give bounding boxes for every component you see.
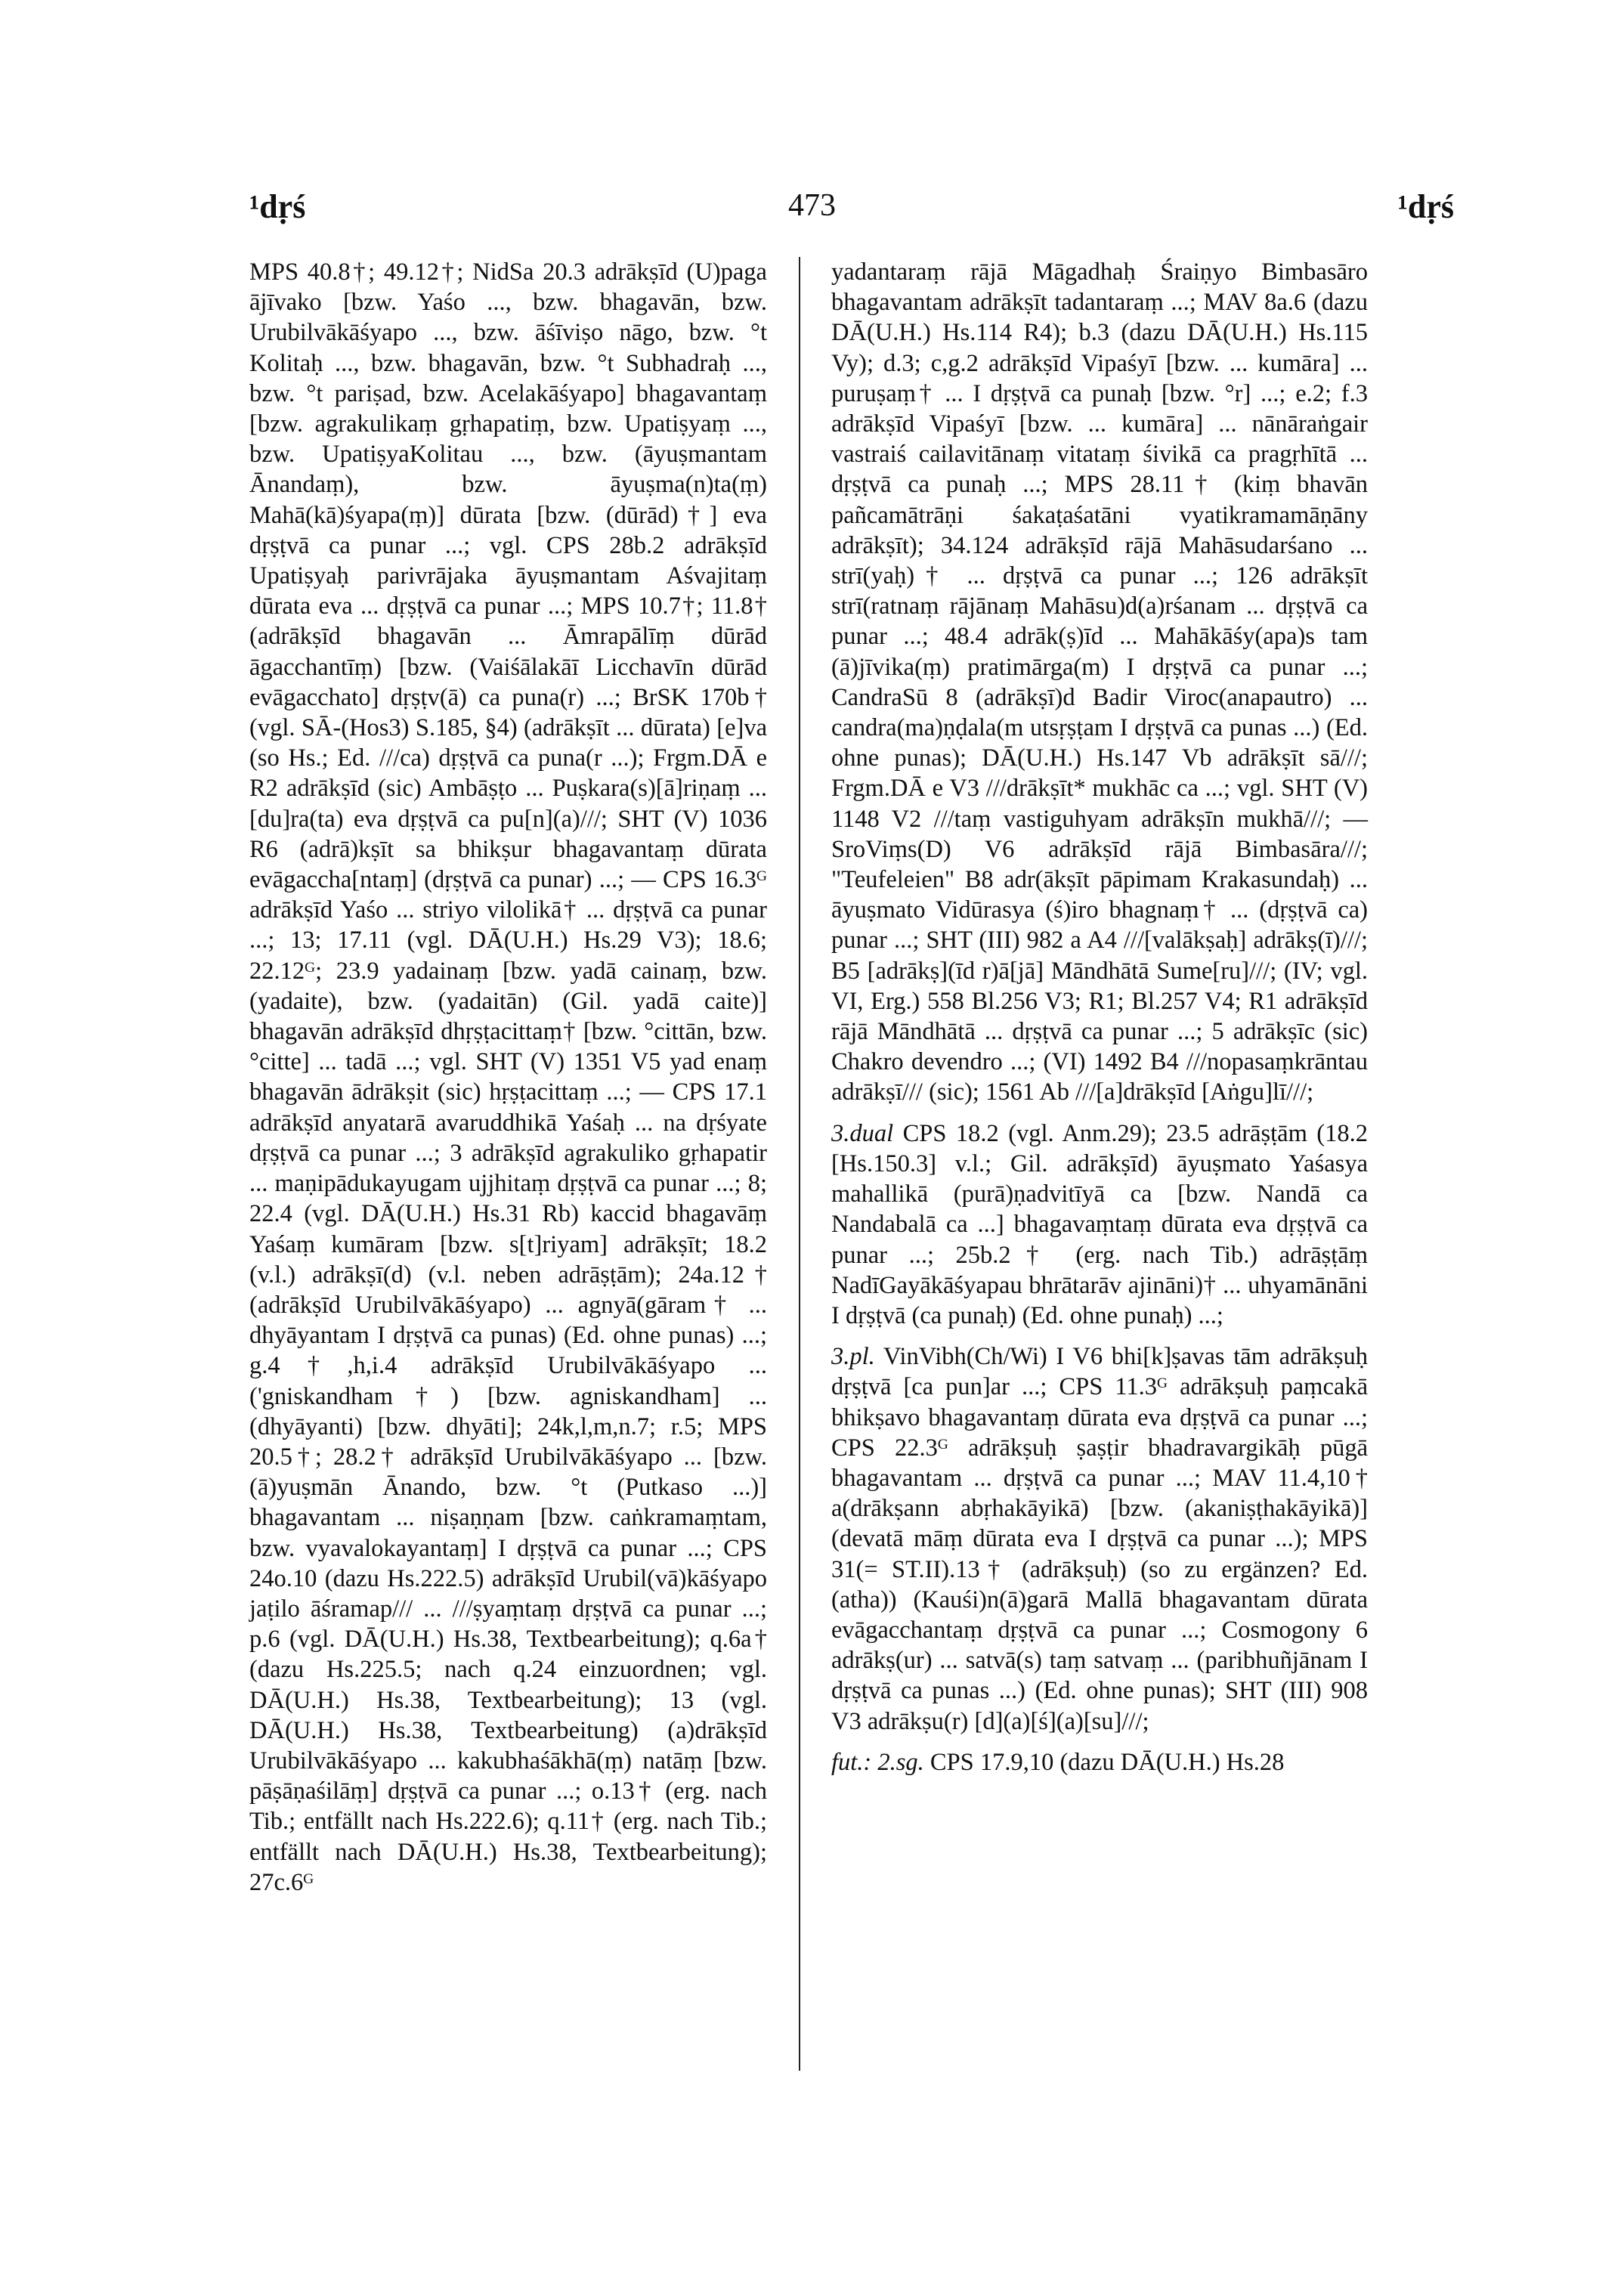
right-column-dual-entry (831, 1118, 1368, 1331)
future-label: fut.: 2.sg. (831, 1748, 924, 1776)
plural-label: 3.pl. (831, 1343, 875, 1371)
right-running-headword: ¹dṛś (1397, 188, 1454, 225)
left-running-headword: ¹dṛś (249, 188, 306, 225)
page-number: 473 (788, 188, 836, 223)
future-entry-text: CPS 17.9,10 (dazu DĀ(U.H.) Hs.28 (930, 1748, 1285, 1776)
right-column-plural-entry (831, 1341, 1368, 1737)
left-column (249, 257, 767, 1908)
right-column (831, 257, 1368, 1788)
right-column-future-entry (831, 1747, 1368, 1777)
left-column-text: MPS 40.8†; 49.12†; NidSa 20.3 adrākṣīd (U)paga ājīvako [bzw. Yaśo ..., bzw. bhagavān, bzw. Urubilvākāśyapo ..., bzw. āśīviṣo nāgo, bzw. °t Kolitaḥ ..., bzw. bhagavān, bzw. °t Subhadraḥ ..., bzw. °t pariṣad, bzw. Acelakāśyapo] bhagavantaṃ [bzw. agrakulikaṃ gṛhapatiṃ, bzw. Upatiṣyaṃ ..., bzw. UpatiṣyaKolitau ..., bzw. (āyuṣmantam Ānandaṃ), bzw. āyuṣma(n)ta(ṃ) Mahā(kā)śyapa(ṃ)] dūrata [bzw. (dūrād)†] eva dṛṣṭvā ca punar ...; vgl. CPS 28b.2 adrākṣīd Upatiṣyaḥ parivrājaka āyuṣmantam Aśvajitaṃ dūrata eva ... dṛṣṭvā ca punar ...; MPS 10.7†; 11.8† (adrākṣīd bhagavān ... Āmrapālīṃ dūrād āgacchantīṃ) [bzw. (Vaiśālakāī Licchavīn dūrād evāgacchato] dṛṣṭv(ā) ca puna(r) ...; BrSK 170b† (vgl. SĀ-(Hos3) S.185, §4) (adrākṣīt ... dūrata) [e]va (so Hs.; Ed. ///ca) dṛṣṭvā ca puna(r ...); Frgm.DĀ e R2 adrākṣīd (sic) Ambāṣṭo ... Puṣkara(s)[ā]riṇaṃ ... [du]ra(ta) eva dṛṣṭvā ca pu[n](a)///; SHT (V) 1036 R6 (adrā)kṣīt sa bhikṣur bhagavantaṃ dūrata evāgaccha[ntaṃ] (dṛṣṭvā ca punar) ...; — CPS 16.3ᴳ adrākṣīd Yaśo ... striyo vilolikā† ... dṛṣṭvā ca punar ...; 13; 17.11 (vgl. DĀ(U.H.) Hs.29 V3); 18.6; 22.12ᴳ; 23.9 yadainaṃ [bzw. yadā cainaṃ, bzw. (yadaite), bzw. (yadaitān) (Gil. yadā caite)] bhagavān adrākṣīd dhṛṣṭacittaṃ† [bzw. °cittān, bzw. °citte] ... tadā ...; vgl. SHT (V) 1351 V5 yad enaṃ bhagavān ādrākṣit (sic) hṛṣṭacittaṃ ...; — CPS 17.1 adrākṣīd anyatarā avaruddhikā Yaśaḥ ... na dṛśyate dṛṣṭvā ca punar ...; 3 adrākṣīd agrakuliko gṛhapatir ... maṇipādukayugam ujjhitaṃ dṛṣṭvā ca punar ...; 8; 22.4 (vgl. DĀ(U.H.) Hs.31 Rb) kaccid bhagavāṃ Yaśaṃ kumāram [bzw. s[t]riyam] adrākṣīt; 18.2 (v.l.) adrākṣī(d) (v.l. neben adrāṣṭām); 24a.12† (adrākṣīd Urubilvākāśyapo) ... agnyā(gāram† ... dhyāyantam I dṛṣṭvā ca punas) (Ed. ohne punas) ...; g.4†,h,i.4 adrākṣīd Urubilvākāśyapo ... ('gniskandham†) [bzw. agniskandham] ... (dhyāyanti) [bzw. dhyāti]; 24k,l,m,n.7; r.5; MPS 20.5†; 28.2† adrākṣīd Urubilvākāśyapo ... [bzw. (ā)yuṣmān Ānando, bzw. °t (Putkaso ...)] bhagavantam ... niṣaṇṇam [bzw. caṅkramaṃtam, bzw. vyavalokayantaṃ] I dṛṣṭvā ca punar ...; CPS 24o.10 (dazu Hs.222.5) adrākṣīd Urubil(vā)kāśyapo jaṭilo āśramap/// ... ///ṣyaṃtaṃ dṛṣṭvā ca punar ...; p.6 (vgl. DĀ(U.H.) Hs.38, Textbearbeitung); q.6a† (dazu Hs.225.5; nach q.24 einzuordnen; vgl. DĀ(U.H.) Hs.38, Textbearbeitung); 13 (vgl. DĀ(U.H.) Hs.38, Textbearbeitung) (a)drākṣīd Urubilvākāśyapo ... kakubhaśākhā(ṃ) natāṃ [bzw. pāṣāṇaśilāṃ] dṛṣṭvā ca punar ...; o.13† (erg. nach Tib.; entfällt nach Hs.222.6); q.11† (erg. nach Tib.; entfällt nach DĀ(U.H.) Hs.38, Textbearbeitung); 27c.6ᴳ (249, 258, 767, 1896)
dual-entry-text: CPS 18.2 (vgl. Anm.29); 23.5 adrāṣṭām (18.2 [Hs.150.3] v.l.; Gil. adrākṣīd) āyuṣmato Yaśasya mahallikā (purā)ṇadvitīyā ca [bzw. Nandā ca Nandabalā ca ...] bhagavaṃtaṃ dūrata eva dṛṣṭvā ca punar ...; 25b.2† (erg. nach Tib.) adrāṣṭāṃ NadīGayākāśyapau bhrātarāv ajināni)† ... uhyamānāni I dṛṣṭvā (ca punaḥ) (Ed. ohne punaḥ) ...; (831, 1119, 1369, 1329)
plural-entry-text: VinVibh(Ch/Wi) I V6 bhi[k]ṣavas tām adrākṣuḥ dṛṣṭvā [ca pun]ar ...; CPS 11.3ᴳ adrākṣuḥ paṃcakā bhikṣavo bhagavantaṃ dūrata eva dṛṣṭvā ca punar ...; CPS 22.3ᴳ adrākṣuḥ ṣaṣṭir bhadravargikāḥ pūgā bhagavantam ... dṛṣṭvā ca punar ...; MAV 11.4,10† a(drākṣann abṛhakāyikā) [bzw. (akaniṣṭhakāyikā)] (devatā māṃ dūrata eva I dṛṣṭvā ca punar ...); MPS 31(= ST.II).13† (adrākṣuḥ) (so zu ergänzen? Ed. (atha)) (Kauśi)n(ā)garā Mallā bhagavantam dūrata evāgacchantaṃ dṛṣṭvā ca punar ...; Cosmogony 6 adrākṣ(ur) ... satvā(s) taṃ satvaṃ ... (paribhuñjānam I dṛṣṭvā ca punas ...) (Ed. ohne punas); SHT (III) 908 V3 adrākṣu(r) [d](a)[ś](a)[su]///; (831, 1343, 1368, 1735)
right-column-paragraph-1: yadantaraṃ rājā Māgadhaḥ Śraiṇyo Bimbasāro bhagavantam adrākṣīt tadantaraṃ ...; MAV 8a.6 (dazu DĀ(U.H.) Hs.114 R4); b.3 (dazu DĀ(U.H.) Hs.115 Vy); d.3; c,g.2 adrākṣīd Vipaśyī [bzw. ... kumāra] ... puruṣaṃ† ... I dṛṣṭvā ca punaḥ [bzw. °r] ...; e.2; f.3 adrākṣīd Vipaśyī [bzw. ... kumāra] ... nānāraṅgair vastraiś cailavitānaṃ vitataṃ śivikā ca pragṛhītā ... dṛṣṭvā ca punaḥ ...; MPS 28.11† (kiṃ bhavān pañcamātrāṇi śakaṭaśatāni vyatikramamāṇāny adrākṣīt); 34.124 adrākṣīd rājā Mahāsudarśano ... strī(yaḥ)† ... dṛṣṭvā ca punar ...; 126 adrākṣīt strī(ratnaṃ rājānaṃ Mahāsu)d(a)rśanam ... dṛṣṭvā ca punar ...; 48.4 adrāk(ṣ)īd ... Mahākāśy(apa)s tam (ā)jīvika(ṃ) pratimārga(m) I dṛṣṭvā ca punar ...; CandraSū 8 (adrākṣī)d Badir Viroc(anapautro) ... candra(ma)ṇḍala(m utsṛṣṭam I dṛṣṭvā ca punas ...) (Ed. ohne punas); DĀ(U.H.) Hs.147 Vb adrākṣīt sā///; Frgm.DĀ e V3 ///drākṣīt* mukhāc ca ...; vgl. SHT (V) 1148 V2 ///taṃ vastiguhyam adrākṣīn mukhā///; — SroViṃs(D) V6 adrākṣīd rājā Bimbasāra///; "Teufeleien" B8 adr(ākṣīt pāpimam Krakasundaḥ) ... āyuṣmato Vidūrasya (ś)iro bhagnaṃ† ... (dṛṣṭvā ca) punar ...; SHT (III) 982 a A4 ///[valākṣaḥ] adrākṣ(ī)///; B5 [adrākṣ](īd r)ā[jā] Māndhātā Sume[ru]///; (IV; vgl. VI, Erg.) 558 Bl.256 V3; R1; Bl.257 V4; R1 adrākṣīd rājā Māndhātā ... dṛṣṭvā ca punar ...; 5 adrākṣīc (sic) Chakro devendro ...; (VI) 1492 B4 ///nopasaṃkrāntau adrākṣī/// (sic); 1561 Ab ///[a]drākṣīd [Aṅgu]lī///; (831, 258, 1368, 1106)
column-divider (799, 257, 800, 2071)
dual-label: 3.dual (831, 1119, 894, 1147)
